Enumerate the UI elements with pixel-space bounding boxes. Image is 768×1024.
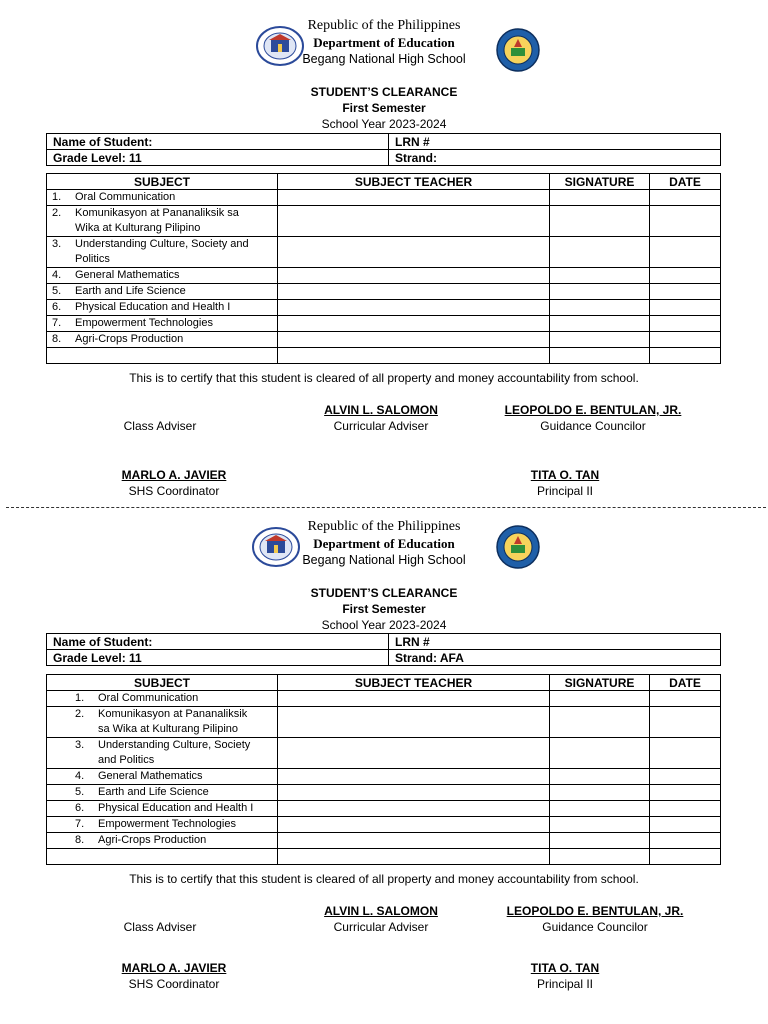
subject-number: 6. [52, 301, 62, 313]
table-header-row [47, 174, 721, 190]
table-row [47, 237, 721, 268]
date-cell[interactable] [650, 316, 721, 332]
table-row [47, 300, 721, 316]
shs-coordinator-signatory [99, 961, 249, 992]
shs-coordinator-name: MARLO A. JAVIER [121, 961, 227, 975]
date-cell[interactable] [650, 190, 721, 206]
table-row [47, 849, 721, 865]
subject-number: 4. [52, 269, 62, 281]
signature-cell[interactable] [550, 316, 650, 332]
school-seal-icon [494, 525, 542, 569]
subject-cell [47, 817, 278, 833]
semester-label: First Semester [342, 602, 426, 616]
subject-number: 8. [75, 834, 85, 846]
student-name-field[interactable]: Name of Student: [47, 134, 389, 150]
signature-cell[interactable] [550, 801, 650, 817]
subject-name: Oral Communication [75, 191, 176, 203]
subject-number: 1. [75, 692, 85, 704]
class-adviser-signatory [90, 403, 230, 434]
signature-cell[interactable] [550, 833, 650, 849]
date-cell[interactable] [650, 801, 721, 817]
date-cell[interactable] [650, 348, 721, 364]
subject-cell [47, 707, 278, 738]
signature-header: SIGNATURE [550, 174, 650, 190]
republic-heading: Republic of the Philippines [307, 519, 461, 534]
guidance-role: Guidance Councilor [542, 920, 648, 934]
guidance-signatory [490, 904, 700, 935]
date-cell[interactable] [650, 206, 721, 237]
subject-name: Oral Communication [98, 692, 199, 704]
form-title-block [0, 585, 768, 633]
date-cell[interactable] [650, 849, 721, 865]
date-cell[interactable] [650, 237, 721, 268]
teacher-cell[interactable] [278, 801, 550, 817]
principal-name: TITA O. TAN [530, 961, 600, 975]
subject-cell [47, 769, 278, 785]
shs-coordinator-role: SHS Coordinator [128, 484, 220, 498]
letterhead [0, 515, 768, 575]
guidance-role: Guidance Councilor [540, 419, 646, 433]
subject-header: SUBJECT [47, 174, 278, 190]
subject-cell [47, 300, 278, 316]
subject-name: Physical Education and Health I [75, 301, 231, 313]
teacher-cell[interactable] [278, 817, 550, 833]
date-header: DATE [650, 174, 721, 190]
subject-name: Physical Education and Health I [98, 802, 254, 814]
subject-name: Komunikasyon at Pananaliksik sa Wika at Kulturang Pilipino [75, 207, 239, 234]
subject-name: Komunikasyon at Pananaliksik sa Wika at Kulturang Pilipino [98, 708, 248, 735]
signature-cell[interactable] [550, 817, 650, 833]
table-row [47, 707, 721, 738]
subject-cell [47, 691, 278, 707]
subject-number: 8. [52, 333, 62, 345]
teacher-cell[interactable] [278, 738, 550, 769]
letterhead [0, 14, 768, 74]
date-cell[interactable] [650, 833, 721, 849]
signature-cell[interactable] [550, 707, 650, 738]
subjects-table [46, 674, 721, 865]
subject-name: Understanding Culture, Society and Politics [98, 739, 251, 766]
subject-number: 7. [75, 818, 85, 830]
subject-number: 2. [75, 708, 85, 720]
subject-cell [47, 206, 278, 237]
teacher-cell[interactable] [278, 316, 550, 332]
lrn-field[interactable]: LRN # [389, 634, 721, 650]
school-year-label: School Year 2023-2024 [321, 117, 447, 131]
subject-name: Earth and Life Science [98, 786, 209, 798]
school-seal-icon [494, 28, 542, 72]
date-cell[interactable] [650, 738, 721, 769]
teacher-header: SUBJECT TEACHER [278, 174, 550, 190]
table-row [47, 348, 721, 364]
teacher-cell[interactable] [278, 785, 550, 801]
subject-number: 7. [52, 317, 62, 329]
date-cell[interactable] [650, 332, 721, 348]
date-cell[interactable] [650, 300, 721, 316]
subject-name: Understanding Culture, Society and Politics [75, 238, 249, 265]
grade-level-field[interactable]: Grade Level: 11 [47, 650, 389, 666]
class-adviser-role: Class Adviser [123, 419, 197, 433]
subject-cell [47, 284, 278, 300]
principal-signatory [505, 961, 625, 992]
shs-coordinator-name: MARLO A. JAVIER [121, 468, 227, 482]
subject-number: 3. [75, 739, 85, 751]
subject-name: General Mathematics [98, 770, 203, 782]
signature-cell[interactable] [550, 691, 650, 707]
subject-number: 5. [75, 786, 85, 798]
table-row [47, 738, 721, 769]
subject-cell [47, 801, 278, 817]
table-row [47, 817, 721, 833]
signature-cell[interactable] [550, 300, 650, 316]
subject-name: Earth and Life Science [75, 285, 186, 297]
certification-text: This is to certify that this student is cleared of all property and money accountability from school. [129, 371, 639, 385]
subject-cell [47, 785, 278, 801]
subject-cell [47, 237, 278, 268]
signature-cell[interactable] [550, 348, 650, 364]
subject-number: 5. [52, 285, 62, 297]
curricular-adviser-signatory [291, 403, 471, 434]
table-row [47, 801, 721, 817]
date-cell[interactable] [650, 691, 721, 707]
semester-label: First Semester [342, 101, 426, 115]
table-row [47, 769, 721, 785]
subject-cell [47, 738, 278, 769]
department-heading: Department of Education [313, 35, 455, 50]
school-name: Begang National High School [302, 52, 466, 66]
class-adviser-signatory [90, 904, 230, 935]
table-row [47, 206, 721, 237]
subjects-table [46, 173, 721, 364]
principal-role: Principal II [536, 977, 594, 991]
subject-number: 4. [75, 770, 85, 782]
teacher-cell[interactable] [278, 348, 550, 364]
subject-number: 3. [52, 238, 62, 250]
student-name-field[interactable]: Name of Student: [47, 634, 389, 650]
signature-cell[interactable] [550, 769, 650, 785]
teacher-cell[interactable] [278, 332, 550, 348]
table-row [47, 785, 721, 801]
teacher-cell[interactable] [278, 849, 550, 865]
subject-number: 2. [52, 207, 62, 219]
date-header: DATE [650, 675, 721, 691]
subject-number: 1. [52, 191, 62, 203]
date-cell[interactable] [650, 785, 721, 801]
signature-cell[interactable] [550, 785, 650, 801]
subject-cell [47, 268, 278, 284]
date-cell[interactable] [650, 769, 721, 785]
strand-field[interactable]: Strand: AFA [389, 650, 721, 666]
teacher-cell[interactable] [278, 268, 550, 284]
table-row [47, 691, 721, 707]
table-row [47, 316, 721, 332]
teacher-cell[interactable] [278, 284, 550, 300]
subject-number: 6. [75, 802, 85, 814]
teacher-cell[interactable] [278, 707, 550, 738]
subject-cell [47, 332, 278, 348]
student-info-table [46, 633, 721, 666]
republic-heading: Republic of the Philippines [307, 18, 461, 33]
teacher-cell[interactable] [278, 300, 550, 316]
table-row [47, 833, 721, 849]
principal-role: Principal II [536, 484, 594, 498]
subject-name: Agri-Crops Production [98, 834, 207, 846]
subject-cell [47, 190, 278, 206]
teacher-cell[interactable] [278, 237, 550, 268]
principal-name: TITA O. TAN [530, 468, 600, 482]
date-cell[interactable] [650, 817, 721, 833]
signature-cell[interactable] [550, 206, 650, 237]
guidance-signatory [488, 403, 698, 434]
form-title-block [0, 84, 768, 132]
teacher-cell[interactable] [278, 206, 550, 237]
signature-cell[interactable] [550, 237, 650, 268]
clearance-form-bottom [0, 515, 768, 991]
signature-cell[interactable] [550, 738, 650, 769]
form-title: STUDENT’S CLEARANCE [310, 586, 458, 600]
date-cell[interactable] [650, 268, 721, 284]
signature-cell[interactable] [550, 284, 650, 300]
teacher-cell[interactable] [278, 769, 550, 785]
cut-line-divider [6, 507, 766, 508]
class-adviser-role: Class Adviser [123, 920, 197, 934]
student-info-table [46, 133, 721, 166]
curricular-adviser-name: ALVIN L. SALOMON [324, 403, 438, 417]
table-row [47, 268, 721, 284]
teacher-header: SUBJECT TEACHER [278, 675, 550, 691]
department-heading: Department of Education [313, 536, 455, 551]
signature-header: SIGNATURE [550, 675, 650, 691]
curricular-adviser-role: Curricular Adviser [333, 419, 429, 433]
date-cell[interactable] [650, 707, 721, 738]
subject-header: SUBJECT [47, 675, 278, 691]
curricular-adviser-role: Curricular Adviser [333, 920, 429, 934]
grade-level-field[interactable]: Grade Level: 11 [47, 150, 389, 166]
certification-text: This is to certify that this student is cleared of all property and money accountability from school. [129, 872, 639, 886]
shs-coordinator-signatory [99, 468, 249, 499]
subject-cell[interactable] [47, 849, 278, 865]
subject-name: General Mathematics [75, 269, 180, 281]
school-year-label: School Year 2023-2024 [321, 618, 447, 632]
subject-name: Empowerment Technologies [75, 317, 213, 329]
teacher-cell[interactable] [278, 691, 550, 707]
subject-cell [47, 316, 278, 332]
curricular-adviser-signatory [291, 904, 471, 935]
guidance-name: LEOPOLDO E. BENTULAN, JR. [504, 403, 682, 417]
table-row [47, 284, 721, 300]
school-name: Begang National High School [302, 553, 466, 567]
signature-cell[interactable] [550, 332, 650, 348]
principal-signatory [505, 468, 625, 499]
signature-cell[interactable] [550, 849, 650, 865]
teacher-cell[interactable] [278, 833, 550, 849]
subject-name: Agri-Crops Production [75, 333, 184, 345]
signature-cell[interactable] [550, 268, 650, 284]
lrn-field[interactable]: LRN # [389, 134, 721, 150]
table-header-row [47, 675, 721, 691]
form-title: STUDENT’S CLEARANCE [310, 85, 458, 99]
curricular-adviser-name: ALVIN L. SALOMON [324, 904, 438, 918]
shs-coordinator-role: SHS Coordinator [128, 977, 220, 991]
date-cell[interactable] [650, 284, 721, 300]
clearance-form-top [0, 14, 768, 498]
teacher-cell[interactable] [278, 190, 550, 206]
subject-cell[interactable] [47, 348, 278, 364]
signature-cell[interactable] [550, 190, 650, 206]
subject-name: Empowerment Technologies [98, 818, 236, 830]
strand-field[interactable]: Strand: [389, 150, 721, 166]
table-row [47, 332, 721, 348]
subject-cell [47, 833, 278, 849]
guidance-name: LEOPOLDO E. BENTULAN, JR. [506, 904, 684, 918]
table-row [47, 190, 721, 206]
